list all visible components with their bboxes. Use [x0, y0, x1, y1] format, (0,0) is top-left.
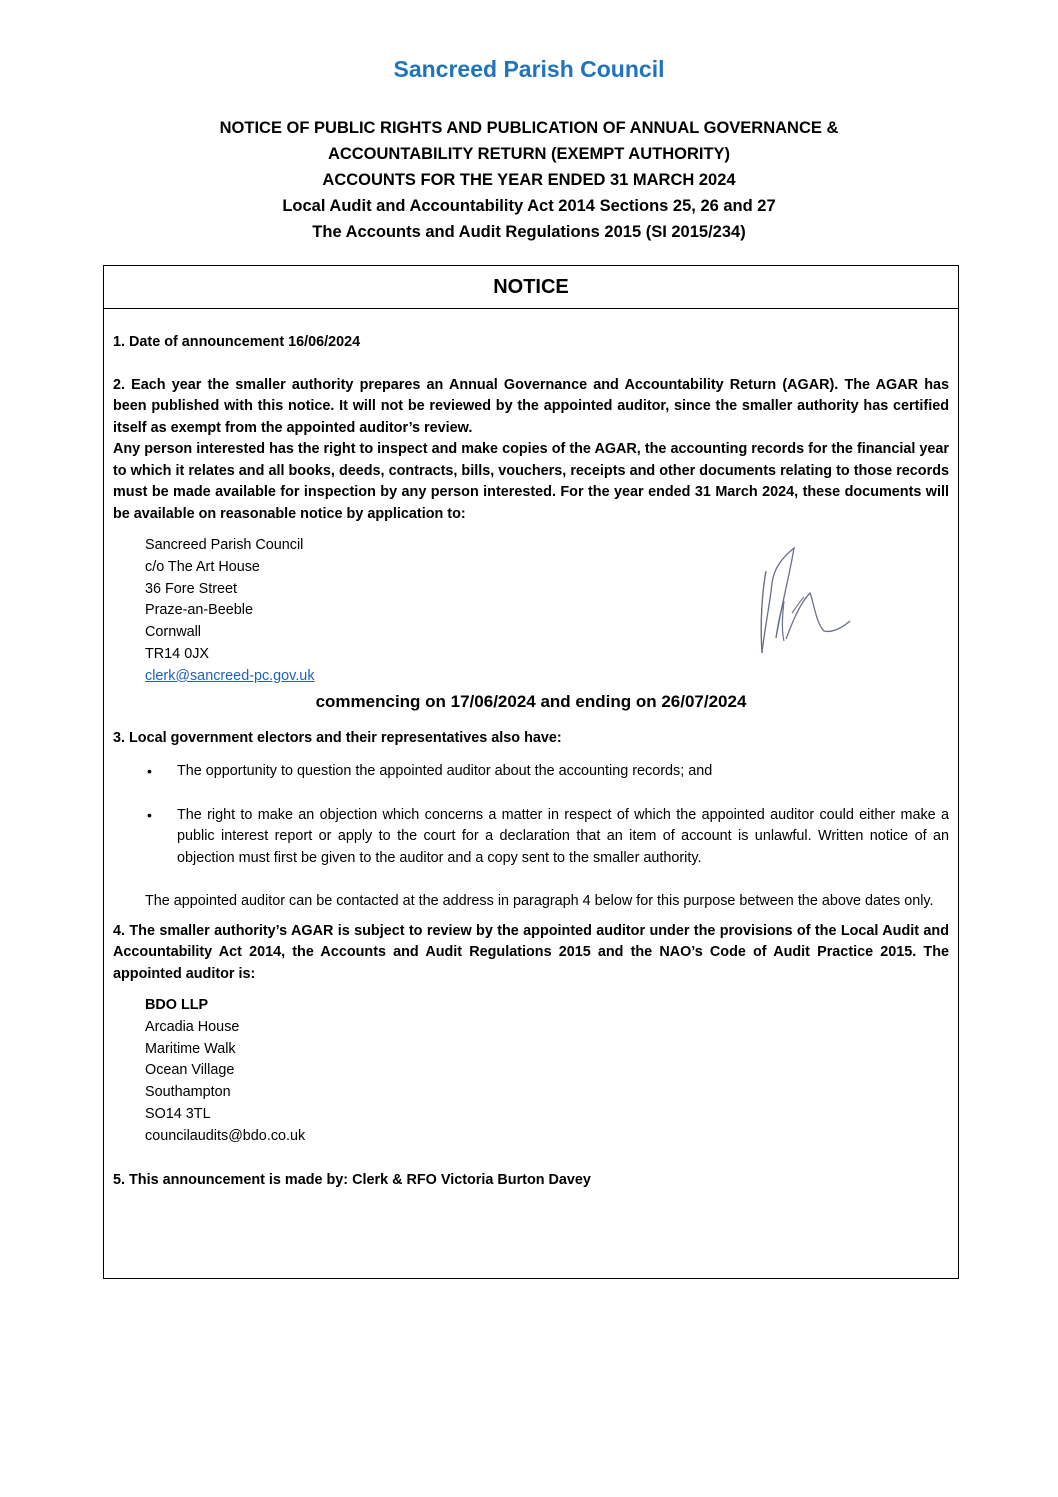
section-2-intro: 2. Each year the smaller authority prepares an Annual Governance and Accountability Return (AGAR). The AGAR has been published with this notice. It will not be reviewed by the appointed auditor, since the smaller authority has certified itself as exempt from the appointed auditor’s review.: [113, 376, 949, 436]
list-item: • The right to make an objection which concerns a matter in respect of which the appointed auditor could either make a public interest report or apply to the court for a declaration that an item of account is unlawful. Written notice of an objection must first be given to the auditor and a copy sent to the smaller authority.: [147, 806, 949, 866]
address-line: Cornwall: [145, 624, 201, 641]
council-title: Sancreed Parish Council: [393, 56, 665, 82]
auditor-name: BDO LLP: [145, 997, 209, 1014]
section-5-announcer: 5. This announcement is made by: Clerk & RFO Victoria Burton Davey: [113, 1171, 591, 1188]
notice-content: [113, 332, 949, 1191]
section-3-intro: 3. Local government electors and their representatives also have:: [113, 729, 562, 746]
notice-title: NOTICE: [104, 266, 958, 309]
auditor-contact-note: The appointed auditor can be contacted at the address in paragraph 4 below for this purpose between the above dates only.: [145, 893, 934, 910]
notice-heading: [140, 115, 918, 245]
section-4-intro: 4. The smaller authority’s AGAR is subject to review by the appointed auditor under the provisions of the Local Audit and Accountability Act 2014, the Accounts and Audit Regulations 2015 and the NAO’s Code of Audit Practice 2015. The appointed auditor is:: [113, 922, 949, 982]
handwritten-signature-icon: [752, 543, 856, 657]
heading-line: ACCOUNTABILITY RETURN (EXEMPT AUTHORITY): [327, 145, 731, 163]
inspection-period: commencing on 17/06/2024 and ending on 26/07/2024: [315, 691, 747, 711]
address-line: TR14 0JX: [145, 645, 209, 662]
auditor-email: councilaudits@bdo.co.uk: [145, 1127, 306, 1144]
bullet-icon: •: [147, 763, 152, 780]
heading-line: Local Audit and Accountability Act 2014 Sections 25, 26 and 27: [282, 197, 776, 215]
bullet-icon: •: [147, 806, 152, 823]
auditor-address: [113, 995, 949, 1148]
list-item: • The opportunity to question the appointed auditor about the accounting records; and: [113, 761, 949, 783]
heading-line: The Accounts and Audit Regulations 2015 (SI 2015/234): [312, 223, 746, 241]
heading-line: ACCOUNTS FOR THE YEAR ENDED 31 MARCH 2024: [322, 171, 736, 189]
address-line: SO14 3TL: [145, 1106, 211, 1123]
notice-box: [103, 265, 959, 1279]
elector-rights-list: [113, 761, 949, 869]
section-1-date: 1. Date of announcement 16/06/2024: [113, 334, 361, 350]
address-line: Ocean Village: [145, 1062, 235, 1079]
address-line: Sancreed Parish Council: [145, 537, 304, 553]
address-line: 36 Fore Street: [145, 580, 237, 597]
address-line: Maritime Walk: [145, 1040, 236, 1057]
heading-line: NOTICE OF PUBLIC RIGHTS AND PUBLICATION OF ANNUAL GOVERNANCE &: [219, 119, 839, 137]
address-line: c/o The Art House: [145, 558, 260, 575]
section-2-inspection: Any person interested has the right to inspect and make copies of the AGAR, the accounting records for the financial year to which it relates and all books, deeds, contracts, bills, vouchers, receipts and other documents relating to those records must be made available for inspection by any person interested. For the year ended 31 March 2024, these documents will be available on reasonable notice by application to:: [113, 441, 949, 522]
address-line: Arcadia House: [145, 1018, 240, 1035]
address-line: Southampton: [145, 1084, 231, 1101]
clerk-email-link[interactable]: clerk@sancreed-pc.gov.uk: [145, 667, 315, 684]
address-line: Praze-an-Beeble: [145, 602, 253, 619]
